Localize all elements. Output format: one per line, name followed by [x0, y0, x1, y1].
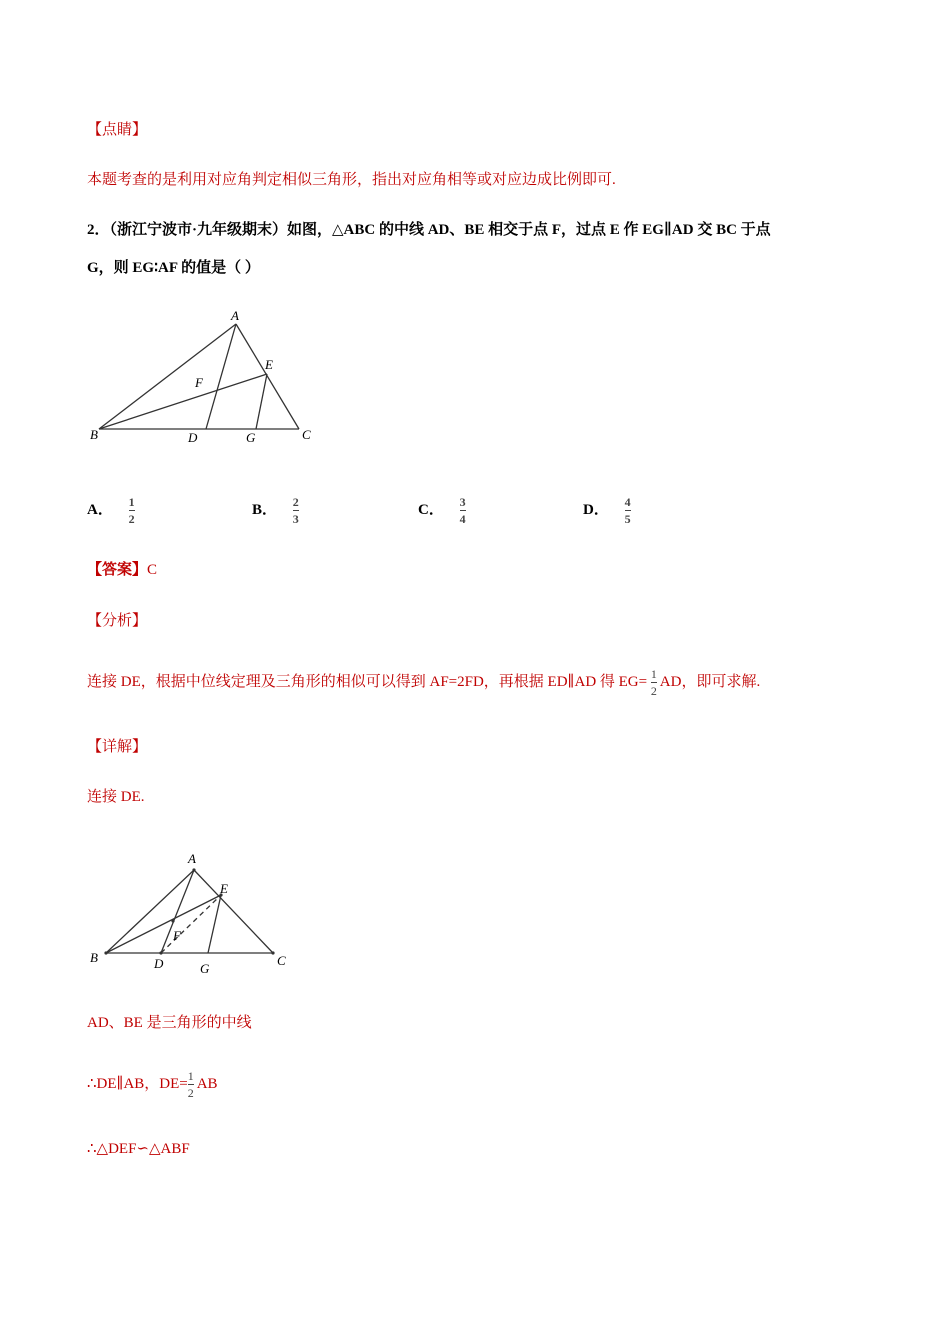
option-d-numerator: 4: [624, 495, 631, 509]
option-b-numerator: 2: [292, 495, 299, 509]
segment-de-dashed: [161, 895, 221, 953]
option-d[interactable]: [583, 495, 631, 526]
analysis-fraction: [651, 667, 657, 698]
label-a: A: [231, 308, 239, 323]
option-c-fraction: [460, 495, 466, 526]
option-b-label: B．: [252, 501, 278, 518]
answer-heading: 【答案】: [87, 562, 148, 578]
label-e-2: E: [220, 881, 228, 896]
option-a-denominator: 2: [128, 512, 135, 526]
analysis-heading: 【分析】: [87, 613, 148, 629]
question-line-2: G，则 EG∶AF 的值是（ ）: [87, 260, 260, 276]
point-f: [171, 919, 174, 922]
label-d: D: [188, 430, 198, 445]
question-figure: [80, 305, 340, 450]
option-d-denominator: 5: [624, 512, 631, 526]
label-b-2: B: [90, 950, 98, 965]
option-a-numerator: 1: [128, 495, 135, 509]
option-c-label: C．: [418, 501, 444, 518]
segment-ad: [206, 324, 236, 429]
detail-line-1: 连接 DE.: [87, 789, 145, 805]
answer-value: C: [147, 562, 158, 578]
detail-line-3-after: AB: [193, 1076, 218, 1092]
segment-ac-2: [194, 870, 273, 953]
detail-line-4: ∴△DEF∽△ABF: [87, 1141, 190, 1157]
analysis-numerator: 1: [650, 667, 657, 682]
label-c: C: [302, 427, 311, 442]
segment-eg: [256, 374, 267, 429]
detail-figure: [80, 845, 300, 980]
point-d: [159, 951, 162, 954]
label-c-2: C: [277, 953, 286, 968]
detail-line-3-before: ∴DE∥AB，DE=: [87, 1076, 188, 1092]
option-b[interactable]: [252, 495, 299, 526]
point-c: [271, 951, 274, 954]
detail-fraction: [188, 1069, 194, 1100]
label-f-2: F: [173, 928, 181, 943]
detail-denominator: 2: [187, 1086, 194, 1101]
label-d-2: D: [154, 956, 164, 971]
label-f: F: [195, 375, 203, 390]
label-a-2: A: [188, 851, 196, 866]
segment-eg-2: [208, 895, 221, 953]
option-d-label: D．: [583, 501, 609, 518]
option-a[interactable]: [87, 495, 135, 526]
option-c[interactable]: [418, 495, 466, 526]
point-b: [104, 951, 107, 954]
analysis-denominator: 2: [650, 684, 657, 699]
analysis-text: [87, 664, 760, 700]
segment-ac: [236, 324, 299, 429]
label-g: G: [246, 430, 256, 445]
label-g-2: G: [200, 961, 210, 976]
label-b: B: [90, 427, 98, 442]
segment-ab: [99, 324, 236, 429]
question-line-1: 2．（浙江宁波市·九年级期末）如图，△ABC 的中线 AD、BE 相交于点 F，过点 E 作 EG∥AD 交 BC 于点: [87, 222, 771, 238]
option-a-label: A．: [87, 501, 113, 518]
option-b-fraction: [293, 495, 299, 526]
option-c-denominator: 4: [459, 512, 466, 526]
detail-numerator: 1: [187, 1069, 194, 1084]
option-d-fraction: [625, 495, 631, 526]
label-e: E: [265, 357, 273, 372]
dianjing-text: 本题考查的是利用对应角判定相似三角形，指出对应角相等或对应边成比例即可.: [87, 172, 616, 188]
answer-line: [87, 560, 157, 580]
detail-line-2: AD、BE 是三角形的中线: [87, 1015, 252, 1031]
option-c-numerator: 3: [459, 495, 466, 509]
detail-heading: 【详解】: [87, 739, 148, 755]
analysis-text-before: 连接 DE，根据中位线定理及三角形的相似可以得到 AF=2FD，再根据 ED∥AD 得 EG=: [87, 674, 648, 690]
segment-be: [99, 374, 267, 429]
option-a-fraction: [129, 495, 135, 526]
segment-be-2: [106, 895, 221, 953]
analysis-text-after: AD，即可求解.: [659, 674, 761, 690]
point-a: [192, 868, 195, 871]
detail-line-3: [87, 1066, 218, 1102]
option-b-denominator: 3: [292, 512, 299, 526]
dianjing-heading: 【点睛】: [87, 122, 148, 138]
